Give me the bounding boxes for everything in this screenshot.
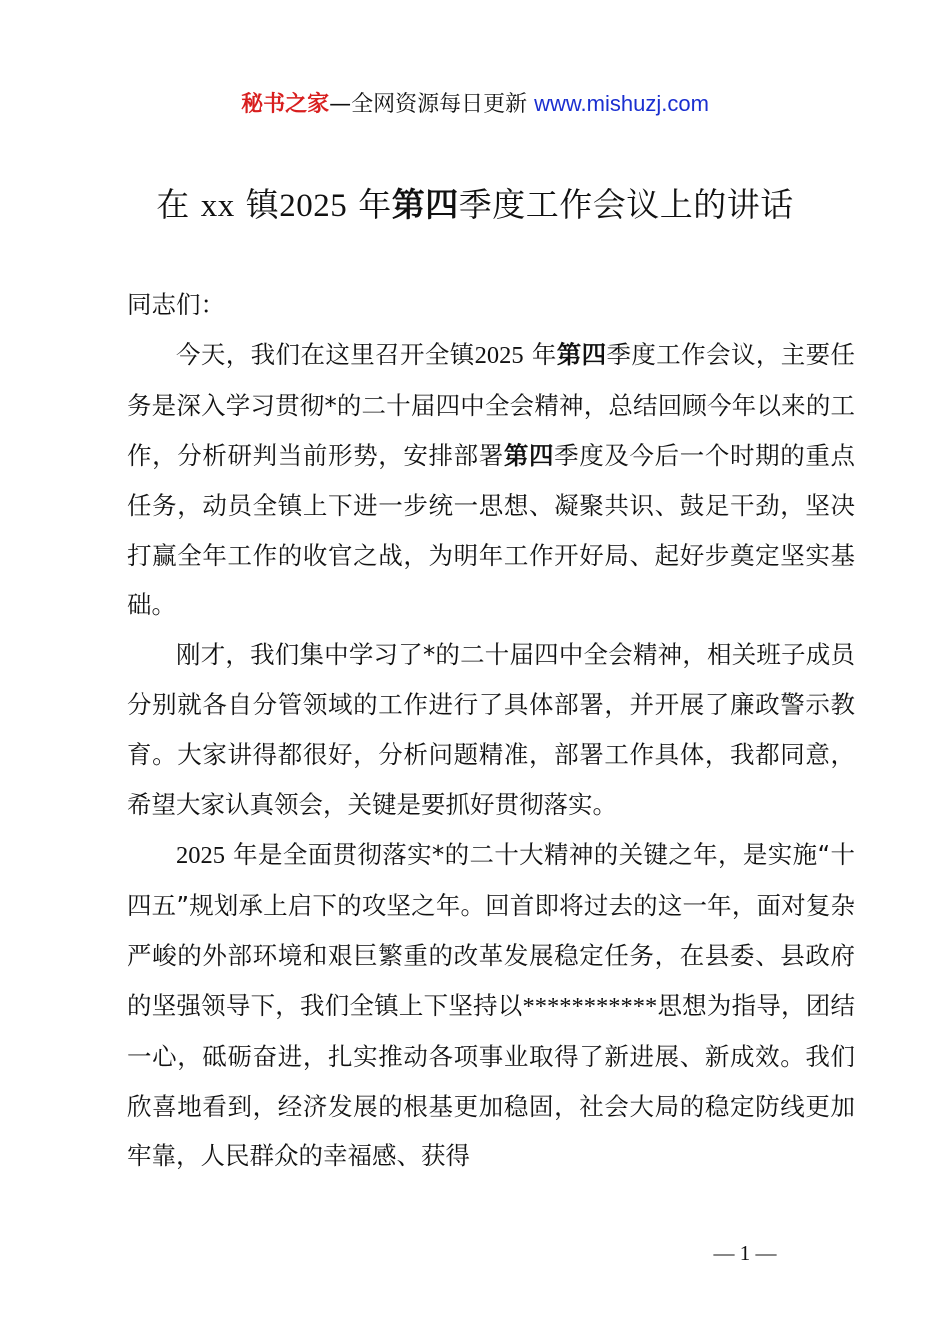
document-title [0,180,950,231]
paragraph-bold-text: 第四 [503,440,555,470]
title-text: xx [200,188,235,224]
site-header [0,86,950,123]
title-bold-text: 第四 [391,185,459,224]
paragraph-text: 年是全面贯彻落实*的二十大精神的关键之年，是实施“十四五”规划承上启下的攻坚之年。回首即将过去的这一年，面对复杂严峻的外部环境和艰巨繁重的改革发展稳定任务，在县委、县政府的坚强领导下，我们全镇上下坚持以 [127,839,855,1020]
document-body [127,280,855,1181]
site-url-link[interactable]: www.mishuzj.com [534,91,709,116]
page-number: — 1 — [713,1241,777,1265]
title-text: 季度工作会议上的讲话 [458,185,794,224]
brand-name: 秘书之家 [241,92,330,117]
title-text: 年 [358,185,392,224]
paragraph-year: 2025 [474,341,524,369]
paragraph-text: 季度工作会议，主要任务是深入学习贯彻*的二十届四中全会精神，总结回顾今年以来的工作，分析研判当前形势，安排部署 [127,339,856,470]
title-text: 在 [156,185,190,224]
paragraph-year: 2025 [176,841,225,869]
salutation: 同志们： [127,290,225,319]
paragraph-bold-text: 第四 [556,339,607,369]
title-year: 2025 [279,188,348,224]
redacted-text: *********** [522,992,658,1020]
paragraph-3 [127,830,855,1181]
paragraph-text: 思想为指导，团结一心，砥砺奋进，扎实推动各项事业取得了新进展、新成效。我们欣喜地看到，经济发展的根基更加稳固，社会大局的稳定防线更加牢靠，人民群众的幸福感、获得 [127,990,855,1171]
paragraph-2: 刚才，我们集中学习了*的二十届四中全会精神，相关班子成员分别就各自分管领域的工作进行了具体部署，并开展了廉政警示教育。大家讲得都很好，分析问题精准，部署工作具体，我都同意，希望大家认真领会，关键是要抓好贯彻落实。 [127,640,855,820]
header-tagline: —全网资源每日更新 [329,92,528,117]
paragraph-1 [127,330,855,630]
paragraph-text: 今天，我们在这里召开全镇 [176,339,475,369]
paragraph-text: 年 [531,339,557,369]
paragraph-text: 季度及今后一个时期的重点任务，动员全镇上下进一步统一思想、凝聚共识、鼓足干劲，坚决打赢全年工作的收官之战，为明年工作开好局、起好步奠定坚实基础。 [127,440,855,620]
title-text: 镇 [245,185,280,224]
